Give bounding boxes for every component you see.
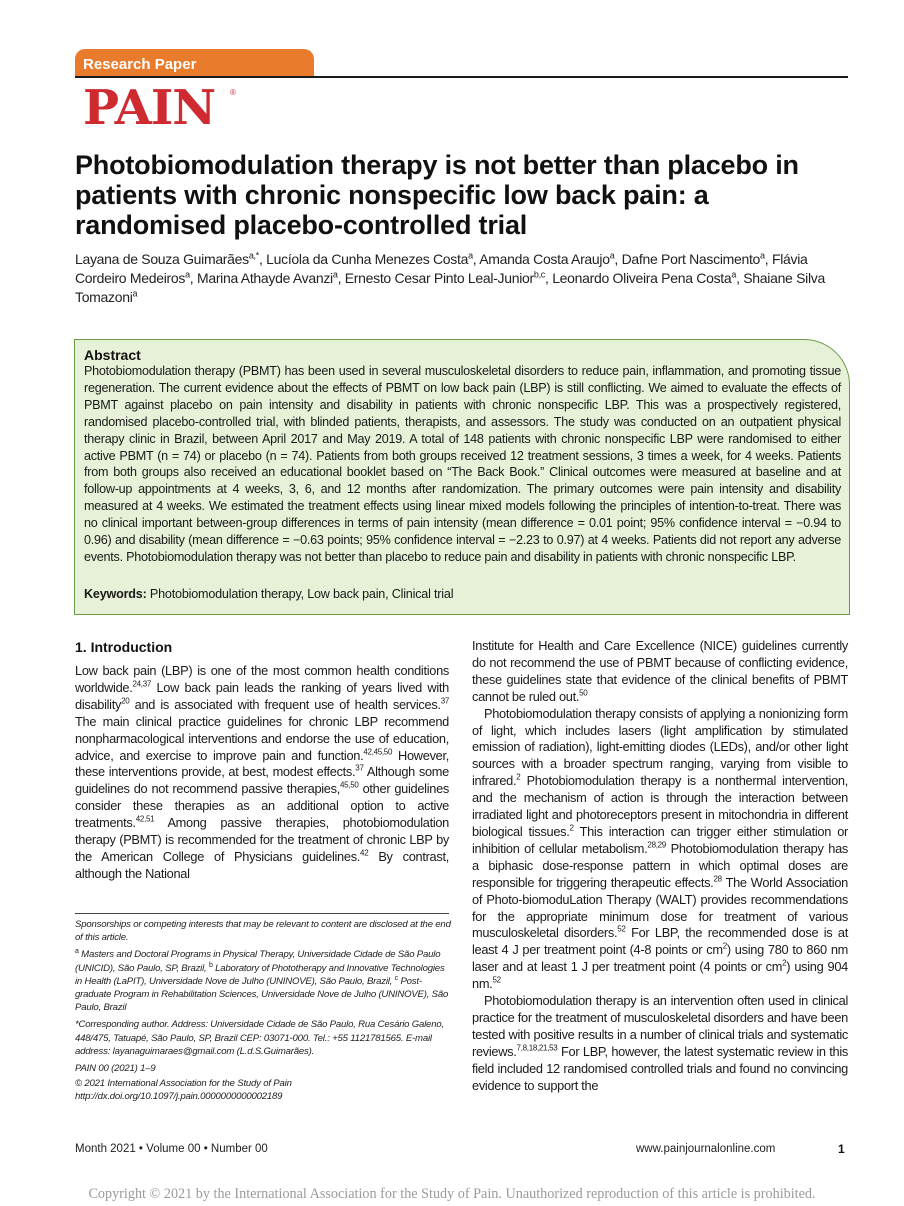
author-list: Layana de Souza Guimarães$^{a,*}$, Lucíola da Cunha Menezes Costa$^a$, Amanda Costa Araujo$^a$, Dafne Port Nascimento$^a$, Flávia Cordeiro Medeiros$^a$, Marina Athayde Avanzi$^a$, Ernesto Cesar Pinto Leal-Junior$^{b,c}$, Leonardo Oliveira Pena Costa$^a$, Shaiane Silva Tomazoni$^a$ <box>75 250 825 305</box>
author-name: Flávia Cordeiro Medeiros <box>75 251 808 286</box>
footnote-rule <box>75 913 449 914</box>
author-name: Lucíola da Cunha Menezes Costa <box>266 251 469 267</box>
intro-column-right <box>472 638 848 1094</box>
citation-ref: 52 <box>492 975 501 985</box>
copyright-watermark: Copyright © 2021 by the International Association for the Study of Pain. Unauthorized reproduction of this article is prohibited. <box>88 1186 816 1202</box>
footnote-affiliations: $^a$ Masters and Doctoral Programs in Physical Therapy, Universidade Cidade de São Paulo (UNICID), São Paulo, SP, Brazil, $^b$ Laboratory of Phototherapy and Innovative Technologies in Health (LaPIT), Universidade Nove de Julho (UNINOVE), São Paulo, Brazil, $^c$ Post-graduate Program in Rehabilitation Sciences, Universidade Nove de Julho (UNINOVE), São Paulo, Brazil <box>75 948 449 1014</box>
footnote-citation: PAIN 00 (2021) 1–9 <box>75 1063 156 1075</box>
abstract-heading: Abstract <box>84 347 141 363</box>
abstract-text: Photobiomodulation therapy (PBMT) has been used in several musculoskeletal disorders to reduce pain, inflammation, and promoting tissue regeneration. The current evidence about the effects of PBMT on low back pain (LBP) is still conflicting. We aimed to evaluate the effects of PBMT against placebo on pain intensity and disability in patients with chronic nonspecific LBP. This was a prospectively registered, randomised placebo-controlled trial, with blinded patients, therapists, and assessors. The study was conducted on an outpatient physical therapy clinic in Brazil, between April 2017 and May 2019. A total of 148 patients with chronic nonspecific LBP were randomised to either active PBMT (n = 74) or placebo (n = 74). Patients from both groups received 12 treatment sessions, 3 times a week, for 4 weeks. Patients from both groups also received an educational booklet based on “The Back Book.” Clinical outcomes were measured at baseline and at follow-up appointments at 4 weeks, 3, 6, and 12 months after randomization. The primary outcomes were pain intensity and disability measured at 4 weeks. We estimated the treatment effects using linear mixed models following the principles of intention-to-treat. There was no clinical important between-group differences in terms of pain intensity (mean difference = 0.01 point; 95% confidence interval = −0.94 to 0.96) and disability (mean difference = −0.63 points; 95% confidence interval = −2.23 to 0.97) at 4 weeks. Patients did not report any adverse events. Photobiomodulation therapy was not better than placebo to reduce pain and disability in patients with chronic nonspecific LBP. <box>84 364 841 564</box>
author-affiliation-mark: a <box>132 288 138 299</box>
citation-ref: 37 <box>440 696 449 706</box>
citation-ref: 37 <box>355 764 364 774</box>
footnote-corresponding: *Corresponding author. Address: Universidade Cidade de São Paulo, Rua Cesário Galeno, 448/475, Tatuapé, São Paulo, SP, Brazil CEP: 03071-000. Tel.: +55 1121781565. E-mail address: layanaguimaraes@gmail.com (L.d.S.Guimarães). <box>75 1019 444 1057</box>
citation-ref: 50 <box>579 688 588 698</box>
citation-ref: 2 <box>516 772 521 782</box>
page-number: 1 <box>838 1142 845 1156</box>
affiliation-letter: a <box>75 948 79 956</box>
citation-ref: 42,51 <box>135 814 155 824</box>
paragraph: Low back pain (LBP) is one of the most common health conditions worldwide.$^{24,37}$ Low back pain leads the ranking of years lived with disability$^{20}$ and is associated with frequent use of health services.$^{37}$ The main clinical practice guidelines for chronic LBP recommend nonpharmacological interventions and endorse the use of education, advice, and exercise to improve pain and function.$^{42,45,50}$ However, these interventions provide, at best, modest effects.$^{37}$ Although some guidelines do not recommend passive therapies,$^{45,50}$ other guidelines consider these therapies as an additional option to active treatments.$^{42,51}$ Among passive therapies, photobiomodulation therapy (PBMT) is recommended for the treatment of chronic LBP by the American College of Physicians guidelines.$^{42}$ By contrast, although the National <box>75 663 449 881</box>
author-affiliation-mark: a <box>185 269 190 280</box>
paragraph: Photobiomodulation therapy consists of applying a nonionizing form of light, which includes lasers (light amplification by stimulated emission of radiation), light-emitting diodes (LEDs), and/or other light sources with a broader spectrum ranging, varying from visible to infrared.$^2$ Photobiomodulation therapy is a nonthermal intervention, and the mechanism of action is through the interaction between irradiated light and photoreceptors present in mitochondria in different biological tissues.$^2$ This interaction can trigger either stimulation or inhibition of cellular metabolism.$^{28,29}$ Photobiomodulation therapy has a biphasic dose-response pattern in which optimal doses are responsible for triggering therapeutic effects.$^{28}$ The World Association of Photo-biomoduLation Therapy (WALT) provides recommendations for the appropriate minimum dose for treatment of various musculoskeletal disorders.$^{52}$ For LBP, the recommended dose is at least 4 J per treatment point (4-8 points or $cm^2$) using 780 to 860 nm laser and at least 1 J per treatment point (4 points or $cm^2$) using 904 nm.$^{52}$ <box>472 705 848 992</box>
author-affiliation-mark: a,* <box>248 250 259 261</box>
keywords <box>84 587 844 601</box>
author-affiliation-mark: a <box>468 250 473 261</box>
affiliation-letter: c <box>394 974 398 982</box>
citation-ref: 28,29 <box>647 840 666 850</box>
citation-ref: 42,45,50 <box>363 747 393 757</box>
citation-ref: 42 <box>360 848 369 858</box>
paragraph: Institute for Health and Care Excellence (NICE) guidelines currently do not recommend the use of PBMT because of conflicting evidence, these guidelines state that evidence of the clinical benefits of PBMT cannot be ruled out.$^{50}$ <box>472 638 848 704</box>
author-name: Leonardo Oliveira Pena Costa <box>552 270 732 286</box>
author-name: Ernesto Cesar Pinto Leal-Junior <box>344 270 534 286</box>
keywords-label: Keywords: <box>84 587 147 601</box>
author-name: Shaiane Silva Tomazoni <box>75 270 825 305</box>
registered-mark: ® <box>230 88 236 97</box>
citation-ref: 2 <box>782 958 787 968</box>
journal-url-link[interactable]: www.painjournalonline.com <box>636 1143 776 1155</box>
footnote-copyright: © 2021 International Association for the Study of Pain <box>75 1078 292 1090</box>
author-affiliation-mark: a <box>332 269 338 280</box>
author-affiliation-mark: b,c <box>533 269 545 280</box>
intro-column-left <box>75 663 449 883</box>
section-heading-introduction: 1. Introduction <box>75 639 173 655</box>
author-name: Dafne Port Nascimento <box>621 251 761 267</box>
issue-info: Month 2021 • Volume 00 • Number 00 <box>75 1143 268 1155</box>
citation-ref: 7,8,18,21,53 <box>516 1043 558 1053</box>
citation-ref: 20 <box>121 696 130 706</box>
citation-ref: 2 <box>722 942 727 952</box>
journal-logo: PAIN <box>83 80 216 136</box>
author-affiliation-mark: a <box>731 269 737 280</box>
citation-ref: 24,37 <box>132 679 151 689</box>
article-title: Photobiomodulation therapy is not better than placebo in patients with chronic nonspecific low back pain: a randomised placebo-controlled trial <box>75 150 799 240</box>
author-affiliation-mark: a <box>609 250 615 261</box>
footnotes <box>75 918 451 1108</box>
footnote-doi[interactable]: http://dx.doi.org/10.1097/j.pain.0000000000002189 <box>75 1091 283 1103</box>
author-name: Marina Athayde Avanzi <box>196 270 333 286</box>
paragraph: Photobiomodulation therapy is an intervention often used in clinical practice for the treatment of musculoskeletal disorders and have been tested with positive results in a number of clinical trials and systematic reviews.$^{7,8,18,21,53}$ For LBP, however, the latest systematic review in this field included 12 randomised controlled trials and found no convincing evidence to support the <box>472 993 848 1093</box>
citation-ref: 28 <box>713 874 722 884</box>
author-affiliation-mark: a <box>760 250 765 261</box>
citation-ref: 2 <box>569 823 574 833</box>
citation-ref: 52 <box>617 925 626 935</box>
author-name: Layana de Souza Guimarães <box>75 251 249 267</box>
section-tab-label: Research Paper <box>83 56 197 73</box>
footnote-sponsorship: Sponsorships or competing interests that may be relevant to content are disclosed at the end of this article. <box>75 919 451 944</box>
citation-ref: 45,50 <box>339 781 359 791</box>
affiliation-letter: b <box>208 961 213 969</box>
keywords-list: Photobiomodulation therapy, Low back pain, Clinical trial <box>149 587 454 601</box>
author-name: Amanda Costa Araujo <box>479 251 610 267</box>
header-rule <box>75 76 848 78</box>
